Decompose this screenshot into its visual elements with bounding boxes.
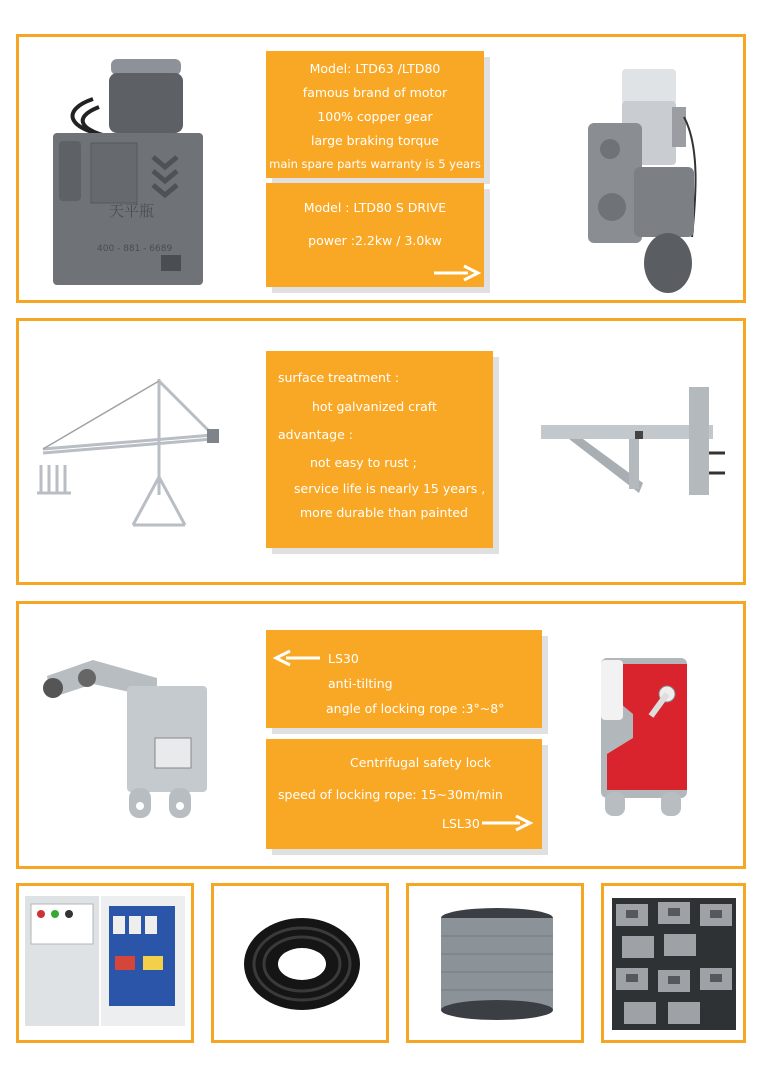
safety-lock-panel — [16, 601, 746, 869]
platform-panel — [16, 318, 746, 585]
spec-warranty-line: main spare parts warranty is 5 years — [269, 157, 481, 171]
surface-treatment-label: surface treatment : — [278, 370, 400, 385]
motor-brand-text: 天平瓶 — [109, 202, 155, 220]
rust-text: not easy to rust ; — [310, 455, 417, 470]
lsl30-model-text: LSL30 — [442, 816, 480, 831]
motor-phone-text: 400 - 881 - 6689 — [97, 244, 173, 254]
drive-spec-box — [266, 183, 484, 287]
service-life-text: service life is nearly 15 years , — [294, 481, 486, 496]
arrow-right-icon — [434, 265, 480, 281]
steel-wire-rope-reel-image — [435, 906, 559, 1026]
wire-rope-tile — [406, 883, 584, 1043]
suspension-bracket-image — [539, 383, 729, 503]
ls30-model-text: LS30 — [328, 651, 359, 666]
galvanized-info-box — [266, 351, 493, 548]
advantage-label: advantage : — [278, 427, 353, 442]
anti-tilting-text: anti-tilting — [328, 676, 393, 691]
drive-model-text: Model : LTD80 S DRIVE — [303, 200, 447, 215]
motor-panel — [16, 34, 746, 303]
spec-model-line: Model: LTD63 /LTD80 — [309, 61, 441, 76]
centrifugal-lock-text: Centrifugal safety lock — [350, 755, 491, 770]
anti-tilting-lock-image — [37, 654, 213, 822]
motor-spec-box — [266, 51, 484, 178]
durable-text: more durable than painted — [300, 505, 468, 520]
spec-gear-line: 100% copper gear — [317, 109, 433, 124]
control-box-tile — [16, 883, 194, 1043]
lsl30-info-box — [266, 739, 542, 849]
drive-power-line: power :2.2kw / 3.0kw — [308, 233, 442, 248]
arrow-left-icon — [274, 650, 320, 666]
gear-motor-image — [574, 67, 724, 293]
spec-torque-line: large braking torque — [311, 133, 439, 148]
arrow-right-icon — [482, 815, 532, 831]
spec-motor-line: famous brand of motor — [302, 85, 448, 100]
power-cable-coil-image — [242, 914, 362, 1014]
counterweight-blocks-image — [612, 898, 736, 1030]
ls30-info-box — [266, 630, 542, 728]
locking-angle-text: angle of locking rope :3°~8° — [326, 701, 505, 716]
galvanized-craft-text: hot galvanized craft — [312, 399, 437, 414]
cable-tile — [211, 883, 389, 1043]
locking-speed-text: speed of locking rope: 15~30m/min — [278, 787, 503, 802]
counterweight-tile — [601, 883, 746, 1043]
electric-control-box-image — [25, 896, 185, 1026]
centrifugal-safety-lock-image — [597, 654, 707, 820]
suspended-platform-image — [37, 377, 237, 533]
